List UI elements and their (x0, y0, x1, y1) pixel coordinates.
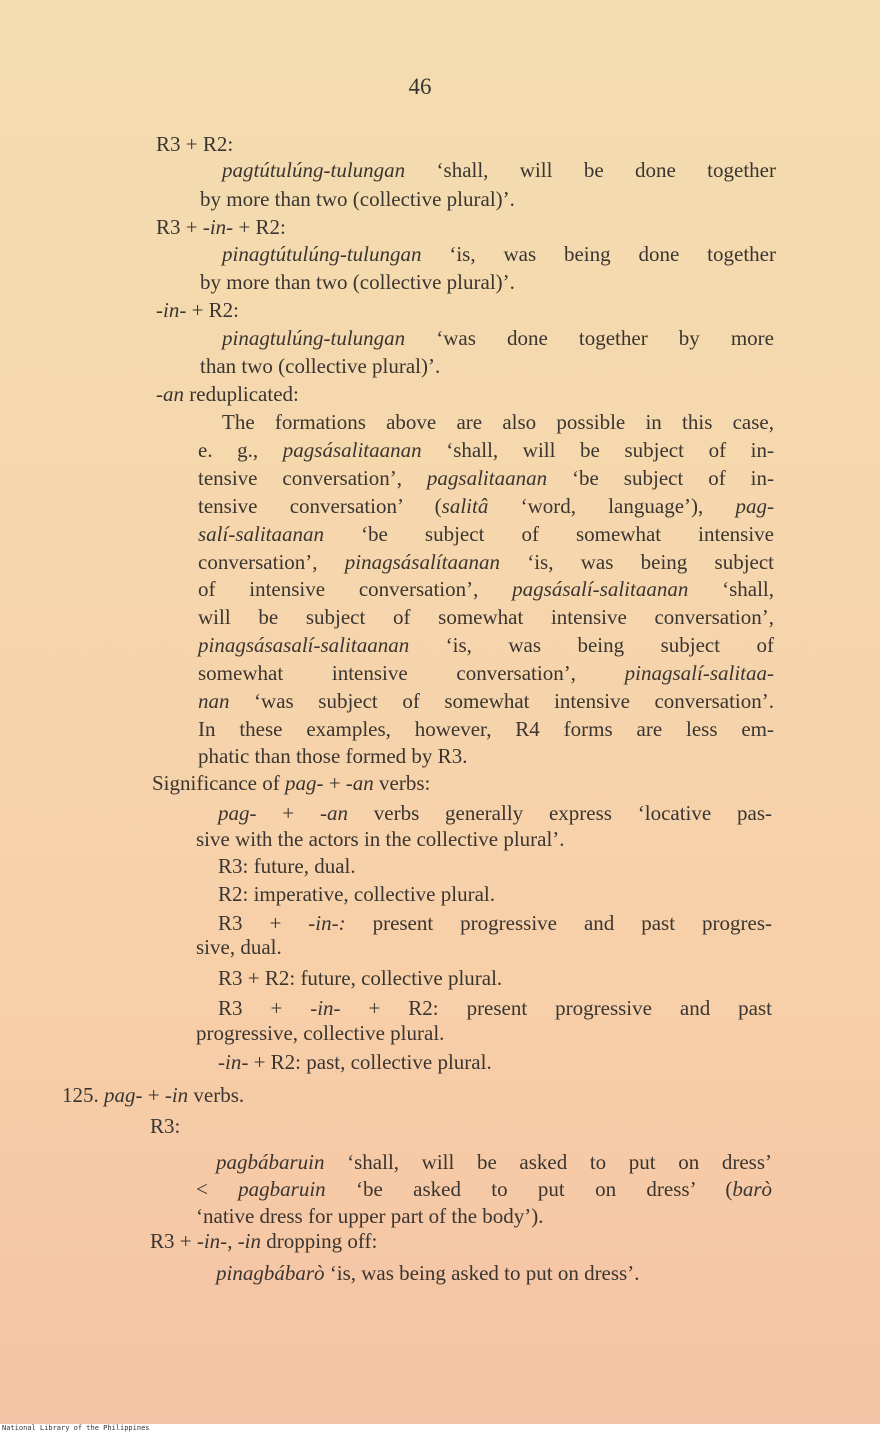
line-r3-r2-heading: R3 + R2: (156, 132, 234, 156)
italic-term: salitâ (441, 494, 489, 518)
line-an-reduplicated-heading: -an reduplicated: (156, 382, 299, 406)
text-line: R3 + R2: future, collective plural. (218, 966, 503, 990)
italic-term: pag- (735, 494, 774, 518)
footer-credit: National Library of the Philippines (0, 1424, 880, 1433)
italic-term: -in- (218, 1050, 249, 1074)
italic-term: pagsásalí-salitaanan (512, 577, 689, 601)
text-line: tensive conversation’ (salitâ ‘word, language’), pag- (198, 494, 774, 518)
line-significance-heading: Significance of pag- + -an verbs: (152, 771, 431, 795)
text-line: sive with the actors in the collective plural’. (196, 827, 565, 851)
italic-term: -in (237, 1229, 262, 1253)
italic-term: pagbaruin (238, 1177, 326, 1201)
text-line: of intensive conversation’, pagsásalí-salitaanan ‘shall, (198, 577, 774, 601)
text-line: sive, dual. (196, 935, 282, 959)
text-line: pinagtútulúng-tulungan ‘is, was being done together (222, 242, 776, 266)
text-line: salí-salitaanan ‘be subject of somewhat intensive (198, 522, 774, 546)
text-line: pinagbábarò ‘is, was being asked to put on dress’. (216, 1261, 640, 1285)
text-line: -in- + R2: past, collective plural. (218, 1050, 492, 1074)
page-number: 46 (408, 74, 432, 99)
section-125-heading: 125. pag- + -in verbs. (62, 1083, 245, 1107)
italic-term: pinagsásasalí-salitaanan (198, 633, 410, 657)
text-line: pinagtulúng-tulungan ‘was done together by more (222, 326, 774, 350)
italic-term: pinagsásalítaanan (344, 550, 500, 574)
text-line: R3: future, dual. (218, 854, 356, 878)
text-line: e. g., pagsásalitaanan ‘shall, will be subject of in- (198, 438, 774, 462)
italic-term: pagsásalitaanan (282, 438, 422, 462)
italic-term: pag- (284, 771, 324, 795)
italic-term: -in- (156, 298, 187, 322)
italic-term: nan (198, 689, 230, 713)
text-line: nan ‘was subject of somewhat intensive conversation’. (198, 689, 774, 713)
text-line: conversation’, pinagsásalítaanan ‘is, was being subject (198, 550, 775, 574)
text-line: progressive, collective plural. (196, 1021, 445, 1045)
text-line: In these examples, however, R4 forms are less em- (198, 717, 774, 741)
line-in-r2-heading: -in- + R2: (156, 298, 240, 322)
text-line: will be subject of somewhat intensive conversation’, (198, 605, 774, 629)
text-line: R3 + -in-: present progressive and past progres- (218, 911, 772, 935)
italic-term: pinagtulúng-tulungan (222, 326, 406, 350)
text-line: pinagsásasalí-salitaanan ‘is, was being subject of (198, 633, 774, 657)
italic-term: -in- (196, 1229, 228, 1253)
line-r3-in-r2-heading: R3 + -in- + R2: (156, 215, 286, 239)
text-line: R3 + -in- + R2: present progressive and past (218, 996, 772, 1020)
text-line: The formations above are also possible in this case, (222, 410, 774, 434)
text-line: phatic than those formed by R3. (198, 744, 468, 768)
text-line: tensive conversation’, pagsalitaanan ‘be subject of in- (198, 466, 774, 490)
text-line: pagtútulúng-tulungan ‘shall, will be done together (222, 158, 776, 182)
italic-term: pinagsalí-salitaa- (624, 661, 774, 685)
italic-term: -an (345, 771, 374, 795)
text-line: than two (collective plural)’. (200, 354, 441, 378)
italic-term: pagbábaruin (216, 1150, 325, 1174)
italic-term: pinagtútulúng-tulungan (222, 242, 422, 266)
italic-term: salí-salitaanan (198, 522, 325, 546)
line-r3-heading: R3: (150, 1114, 181, 1138)
text-line: ‘native dress for upper part of the body’). (196, 1204, 544, 1228)
text-line: somewhat intensive conversation’, pinagsalí-salitaa- (198, 661, 774, 685)
italic-term: pinagbábarò (216, 1261, 325, 1285)
italic-term: -an (319, 801, 348, 825)
text-line: by more than two (collective plural)’. (200, 187, 515, 211)
italic-term: -in-: (308, 911, 346, 935)
line-r3-in-dropping-heading: R3 + -in-, -in dropping off: (150, 1229, 378, 1253)
italic-term: pagtútulúng-tulungan (222, 158, 406, 182)
text-line: by more than two (collective plural)’. (200, 270, 515, 294)
text-line: pagbábaruin ‘shall, will be asked to put on dress’ (216, 1150, 772, 1174)
italic-term: pag- (104, 1083, 143, 1107)
italic-term: barò (732, 1177, 773, 1201)
text-line: pag- + -an verbs generally express ‘locative pas- (218, 801, 772, 825)
italic-term: -an (156, 382, 184, 406)
italic-term: pag- (218, 801, 257, 825)
text-line: < pagbaruin ‘be asked to put on dress’ (barò (196, 1177, 773, 1201)
italic-term: -in (164, 1083, 189, 1107)
italic-term: pagsalitaanan (426, 466, 548, 490)
italic-term: -in- (310, 996, 341, 1020)
text-line: R2: imperative, collective plural. (218, 882, 495, 906)
italic-term: -in- (202, 215, 234, 239)
